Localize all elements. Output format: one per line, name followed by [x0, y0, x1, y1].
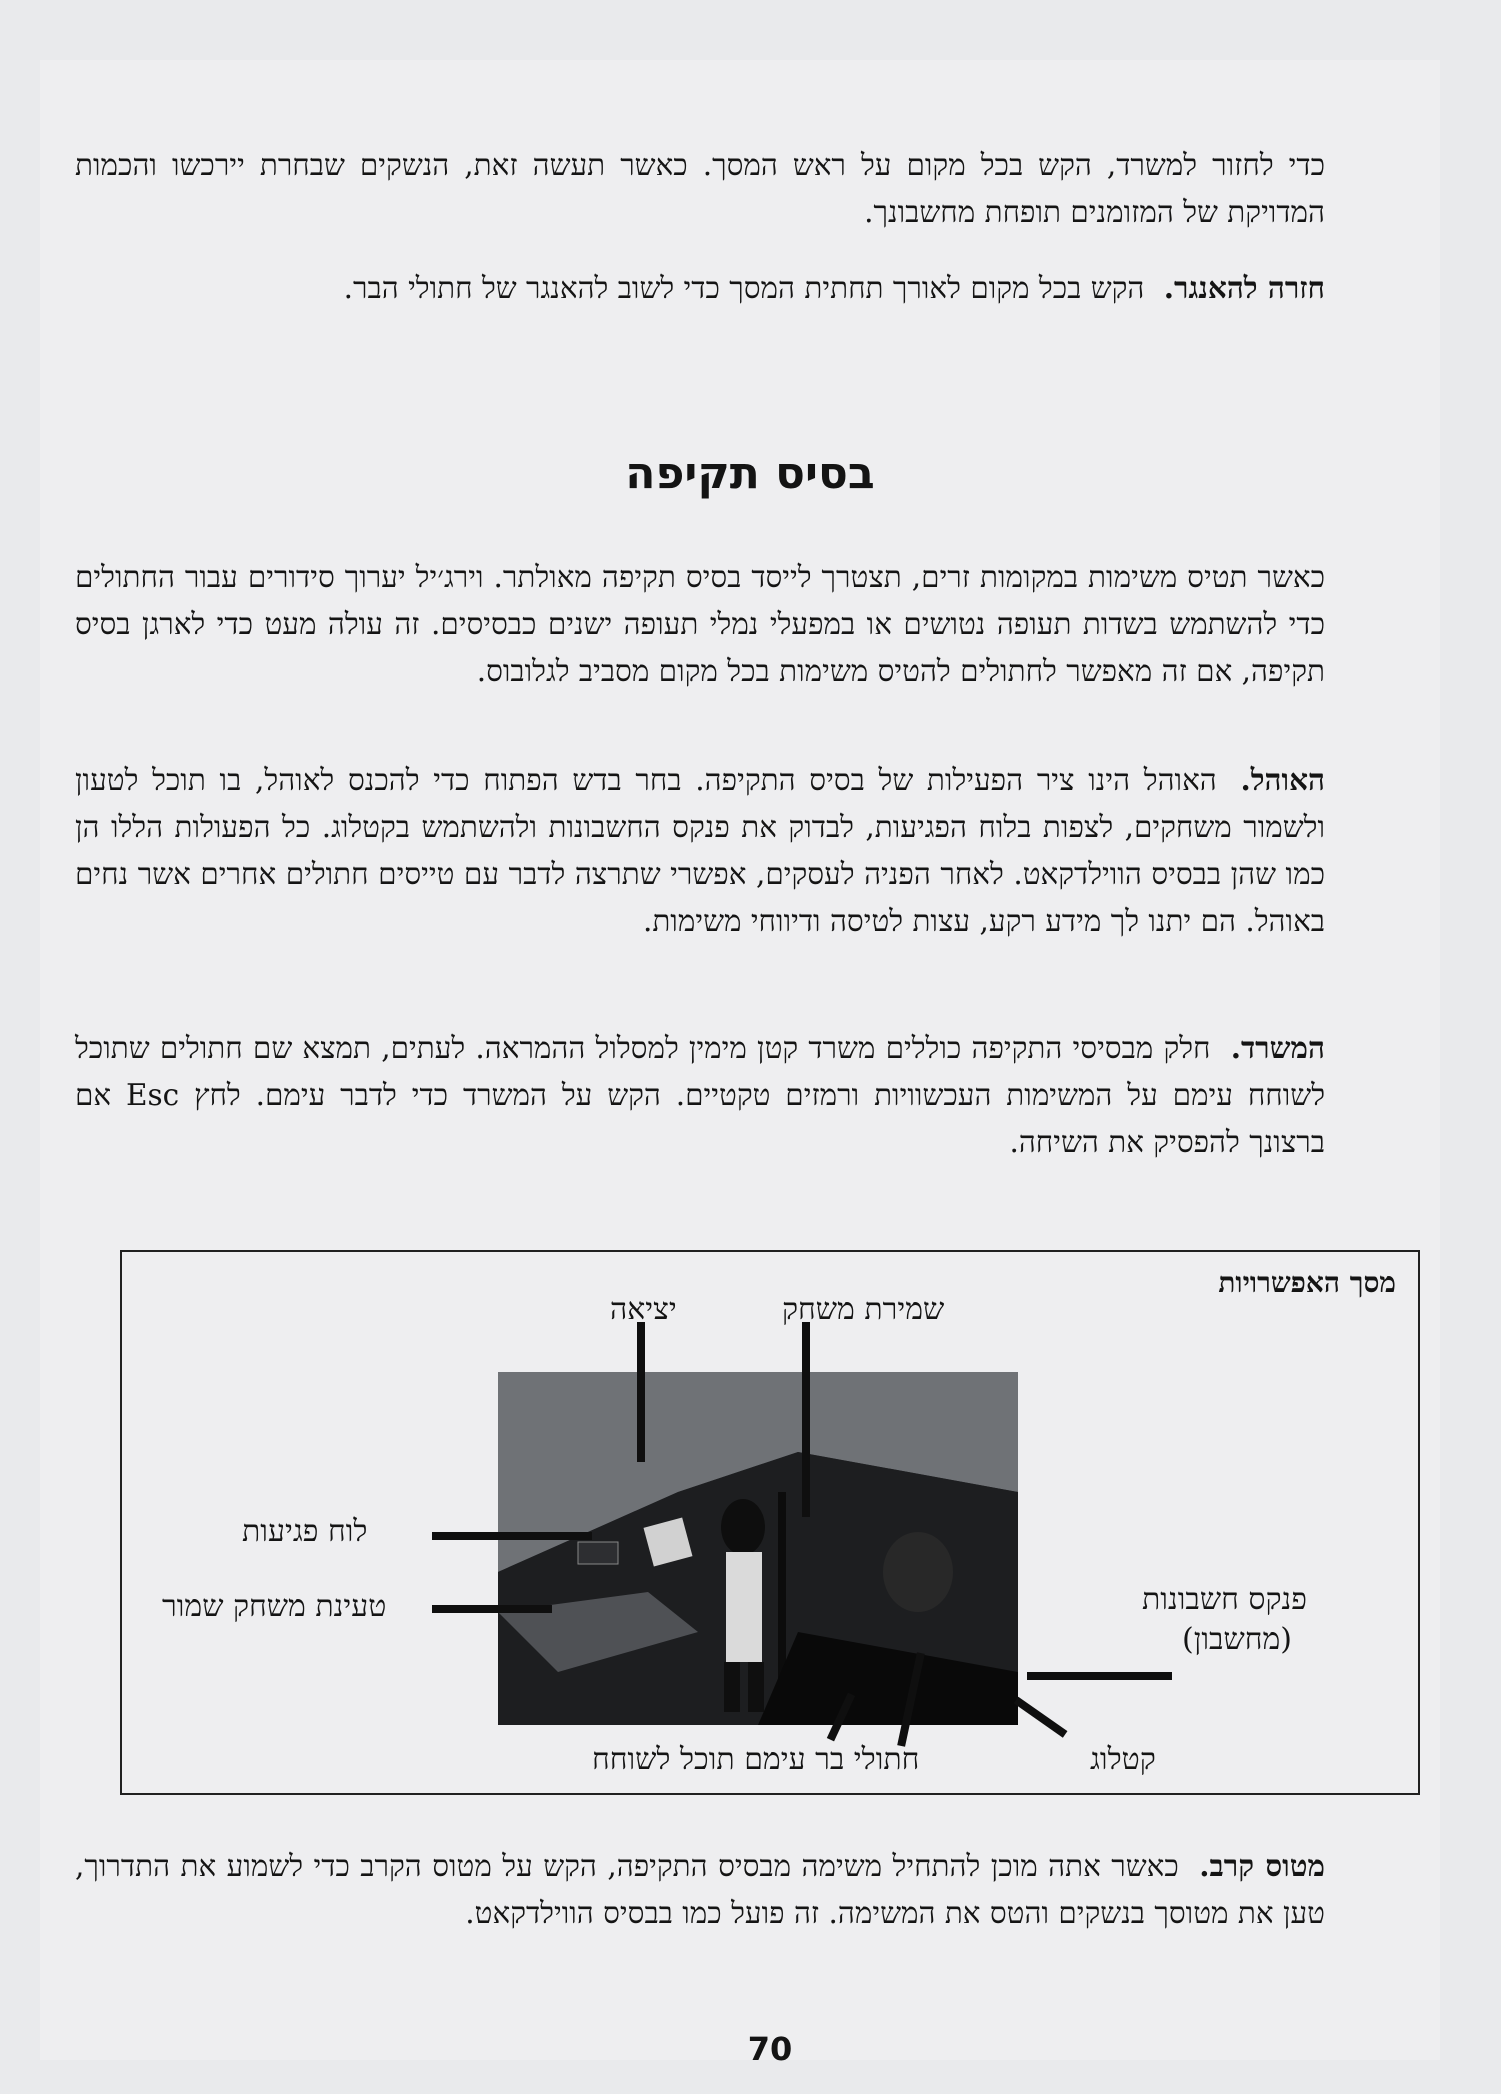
heading-tent: האוהל. [1240, 762, 1325, 797]
label-ledger: פנקס חשבונות [1142, 1582, 1307, 1617]
page-number: 70 [747, 2030, 793, 2068]
paragraph-tent [75, 756, 1325, 945]
section-title: בסיס תקיפה [625, 448, 875, 499]
paragraph-strike-base-intro: כאשר תטיס משימות במקומות זרים, תצטרך לייסד בסיס תקיפה מאולתר. וירג׳יל יערוך סידורים עבור החתולים כדי להשתמש בשדות תעופה נטושים או במפעלי נמלי תעופה ישנים כבסיסים. זה עולה מעט כדי לארגן בסיס תקיפה, אם זה מאפשר לחתולים להטיס משימות בכל מקום מסביב לגלובוס. [75, 560, 1325, 688]
text-return-hangar: הקש בכל מקום לאורך תחתית המסך כדי לשוב להאנגר של חתולי הבר. [343, 271, 1145, 305]
options-screen-figure [120, 1250, 1420, 1795]
label-ledger-sub: (מחשבון) [1182, 1622, 1292, 1657]
paragraph-return-office: כדי לחזור למשרד, הקש בכל מקום על ראש המסך. כאשר תעשה זאת, הנשקים שבחרת יירכשו והכמות המדויקת של המזומנים תופחת מחשבונך. [75, 148, 1325, 229]
label-exit: יציאה [610, 1292, 677, 1327]
text-office: חלק מבסיסי התקיפה כוללים משרד קטן מימין למסלול ההמראה. לעתים, תמצא שם חתולים שתוכל לשוחח עימם על המשימות העכשוויות ורמזים טקטיים. הקש על המשרד כדי לדבר עימם. לחץ Esc אם ברצונך להפסיק את השיחה. [75, 1031, 1325, 1159]
tent-scene-image [498, 1372, 1018, 1725]
label-load-game: טעינת משחק שמור [162, 1589, 387, 1624]
paragraph-fighter [75, 1842, 1325, 1937]
heading-return-hangar: חזרה להאנגר. [1163, 270, 1325, 305]
label-catalog: קטלוג [1090, 1742, 1156, 1777]
figure-title: מסך האפשרויות [1218, 1266, 1396, 1299]
label-scoreboard: לוח פגיעות [242, 1514, 368, 1549]
label-chat-cats: חתולי בר עימם תוכל לשוחח [592, 1742, 920, 1777]
heading-fighter: מטוס קרב. [1199, 1848, 1325, 1883]
manual-page [40, 60, 1440, 2068]
text-fighter: כאשר אתה מוכן להתחיל משימה מבסיס התקיפה, הקש על מטוס הקרב כדי לשמוע את התדרוך, טען את מטוסך בנשקים והטס את המשימה. זה פועל כמו בבסיס הווילדקאט. [75, 1849, 1325, 1930]
game-screenshot [498, 1372, 1018, 1725]
heading-office: המשרד. [1230, 1030, 1325, 1065]
text-tent: האוהל הינו ציר הפעילות של בסיס התקיפה. בחר בדש הפתוח כדי להכנס לאוהל, בו תוכל לטעון ולשמור משחקים, לצפות בלוח הפגיעות, לבדוק את פנקס החשבונות ולהשתמש בקטלוג. כל הפעולות הללו הן כמו שהן בבסיס הווילדקאט. לאחר הפניה לעסקים, אפשרי שתרצה לדבר עם טייסים חתולים אחרים אשר נחים באוהל. הם יתנו לך מידע רקע, עצות לטיסה ודיווחי משימות. [75, 763, 1325, 938]
paragraph-return-hangar [75, 264, 1325, 312]
label-save-game: שמירת משחק [782, 1292, 945, 1327]
paragraph-office [75, 1024, 1325, 1166]
